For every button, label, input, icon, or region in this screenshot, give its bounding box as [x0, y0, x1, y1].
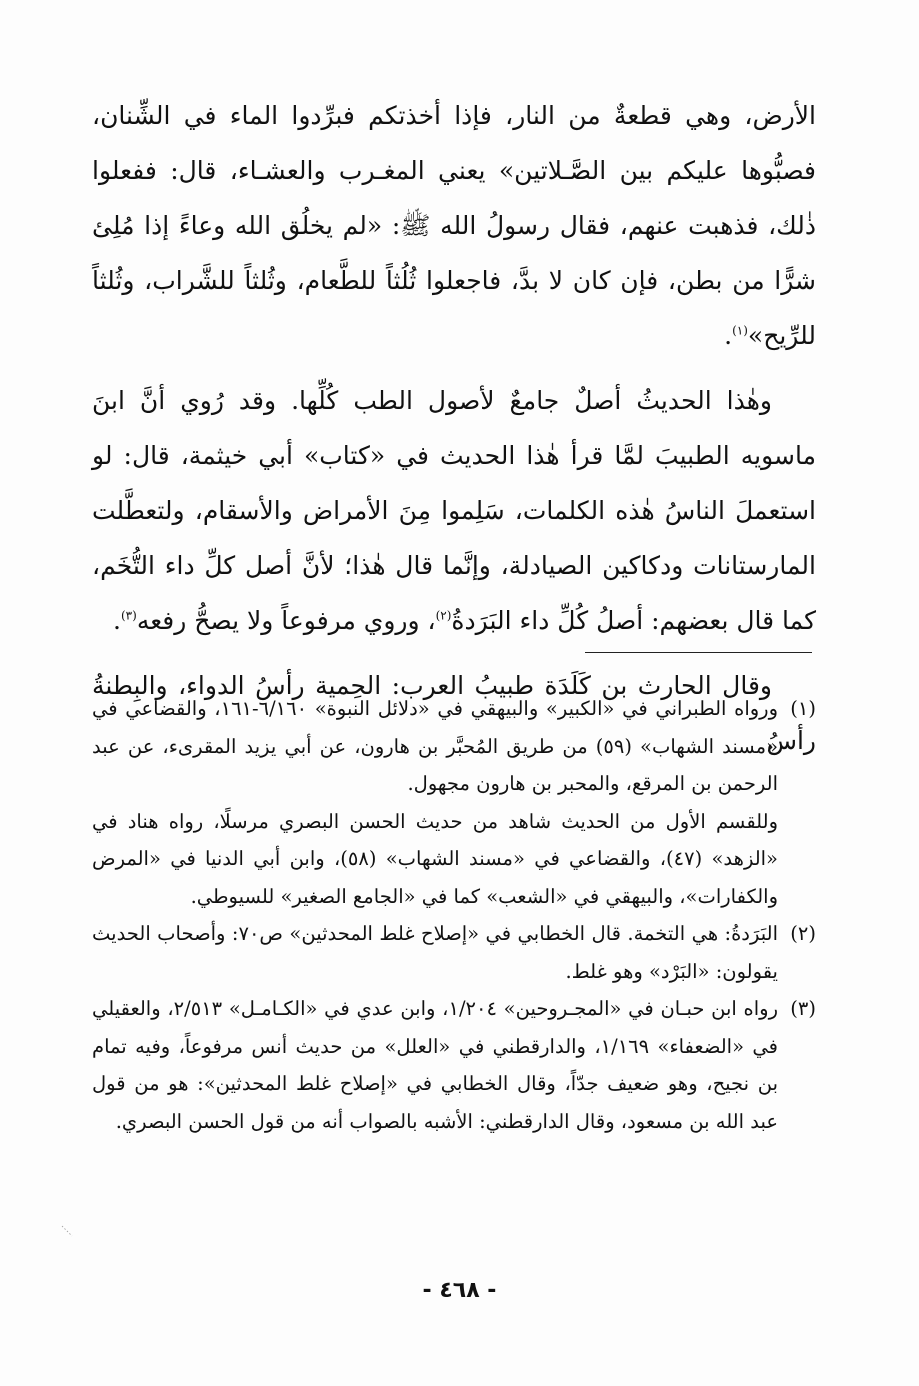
footnotes — [92, 690, 816, 1140]
footnote-1-continuation — [92, 803, 816, 916]
footnote-3 — [92, 990, 816, 1140]
footnote-ref-1[interactable]: (١) — [732, 323, 748, 338]
footnote-3-number: (٣) — [790, 997, 816, 1020]
footnote-1-continuation-text: وللقسم الأول من الحديث شاهد من حديث الحسن البصري مرسلًا، رواه هناد في «الزهد» (٤٧)، والقضاعي في «مسند الشهاب» (٥٨)، وابن أبي الدنيا في «المرض والكفارات»، والبيهقي في «الشعب» كما في «الجامع الصغير» للسيوطي. — [92, 809, 778, 908]
footnote-ref-2[interactable]: (٢) — [435, 608, 452, 623]
footnote-3-text: رواه ابن حبـان في «المجـروحين» ١/٢٠٤، وابن عدي في «الكـامـل» ٢/٥١٣، والعقيلي في «الضعفاء» ١/١٦٩، والدارقطني في «العلل» من حديث أنس مرفوعاً، وفيه تمام بن نجيح، وهو ضعيف جدّاً، وقال الخطابي في «إصلاح غلط المحدثين»: هو من قول عبد الله بن مسعود، وقال الدارقطني: الأشبه بالصواب أنه من قول الحسن البصري. — [92, 997, 779, 1133]
footnote-1-text: ورواه الطبراني في «الكبير» والبيهقي في «دلائل النبوة» ٦/١٦٠-١٦١، والقضاعي في «مسند الشهاب» (٥٩) من طريق المُحبَّر بن هارون، عن أبي يزيد المقرىء، عن عبد الرحمن بن المرقع، والمحبر بن هارون مجهول. — [92, 697, 779, 795]
footnote-2 — [92, 915, 816, 990]
paragraph-1 — [92, 88, 816, 363]
paragraph-2 — [92, 373, 816, 648]
paragraph-2-tail: ، وروي مرفوعاً ولا يصحُّ رفعه — [136, 606, 436, 635]
page-number: - ٤٦٨ - — [422, 1278, 497, 1303]
footnote-ref-3[interactable]: (٣) — [120, 608, 137, 623]
footnote-divider — [585, 652, 812, 653]
footnote-2-text: البَرَدةُ: هي التخمة. قال الخطابي في «إصلاح غلط المحدثين» ص٧٠: وأصحاب الحديث يقولون: «البَرْد» وهو غلط. — [92, 922, 778, 983]
paragraph-1-text: الأرض، وهي قطعةٌ من النار، فإذا أخذتكم فبرِّدوا الماء في الشِّنان، فصبُّوها عليكم بين الصَّـلاتين» يعني المغـرب والعشـاء، قال: ففعلوا ذٰلك، فذهبت عنهم، فقال رسولُ الله ﷺ: «لم يخلُق الله وعاءً إذا مُلِئ شرًّا من بطن، فإن كان لا بدَّ، فاجعلوا ثُلُثاً للطَّعام، وثُلثاً للشَّراب، وثُلثاً للرِّيح» — [92, 101, 816, 350]
paragraph-3-text: وقال الحارث بن كَلَدَة طبيبُ العرب: الحِمية رأسُ الدواء، والبِطنةُ رأسُ — [92, 671, 816, 755]
footnote-1 — [92, 690, 816, 803]
main-text — [92, 88, 816, 778]
footnote-1-number: (١) — [790, 697, 816, 720]
paragraph-2-text: وهٰذا الحديثُ أصلٌ جامعٌ لأصول الطب كُلِّها. وقد رُوي أنَّ ابنَ ماسويه الطبيبَ لمَّا قرأ هٰذا الحديث في «كتاب» أبي خيثمة، قال: لو استعملَ الناسُ هٰذه الكلمات، سَلِموا مِنَ الأمراض والأسقام، ولتعطَّلت المارستانات ودكاكين الصيادلة، وإنَّما قال هٰذا؛ لأنَّ أصل كلِّ داء التُّخَم، كما قال بعضهم: أصلُ كُلِّ داء البَرَدةُ — [92, 386, 816, 635]
paragraph-2-tail-end: . — [113, 606, 121, 635]
scan-speck-mark — [60, 1224, 74, 1238]
footnote-2-number: (٢) — [790, 922, 816, 945]
paragraph-1-tail: . — [724, 321, 733, 350]
